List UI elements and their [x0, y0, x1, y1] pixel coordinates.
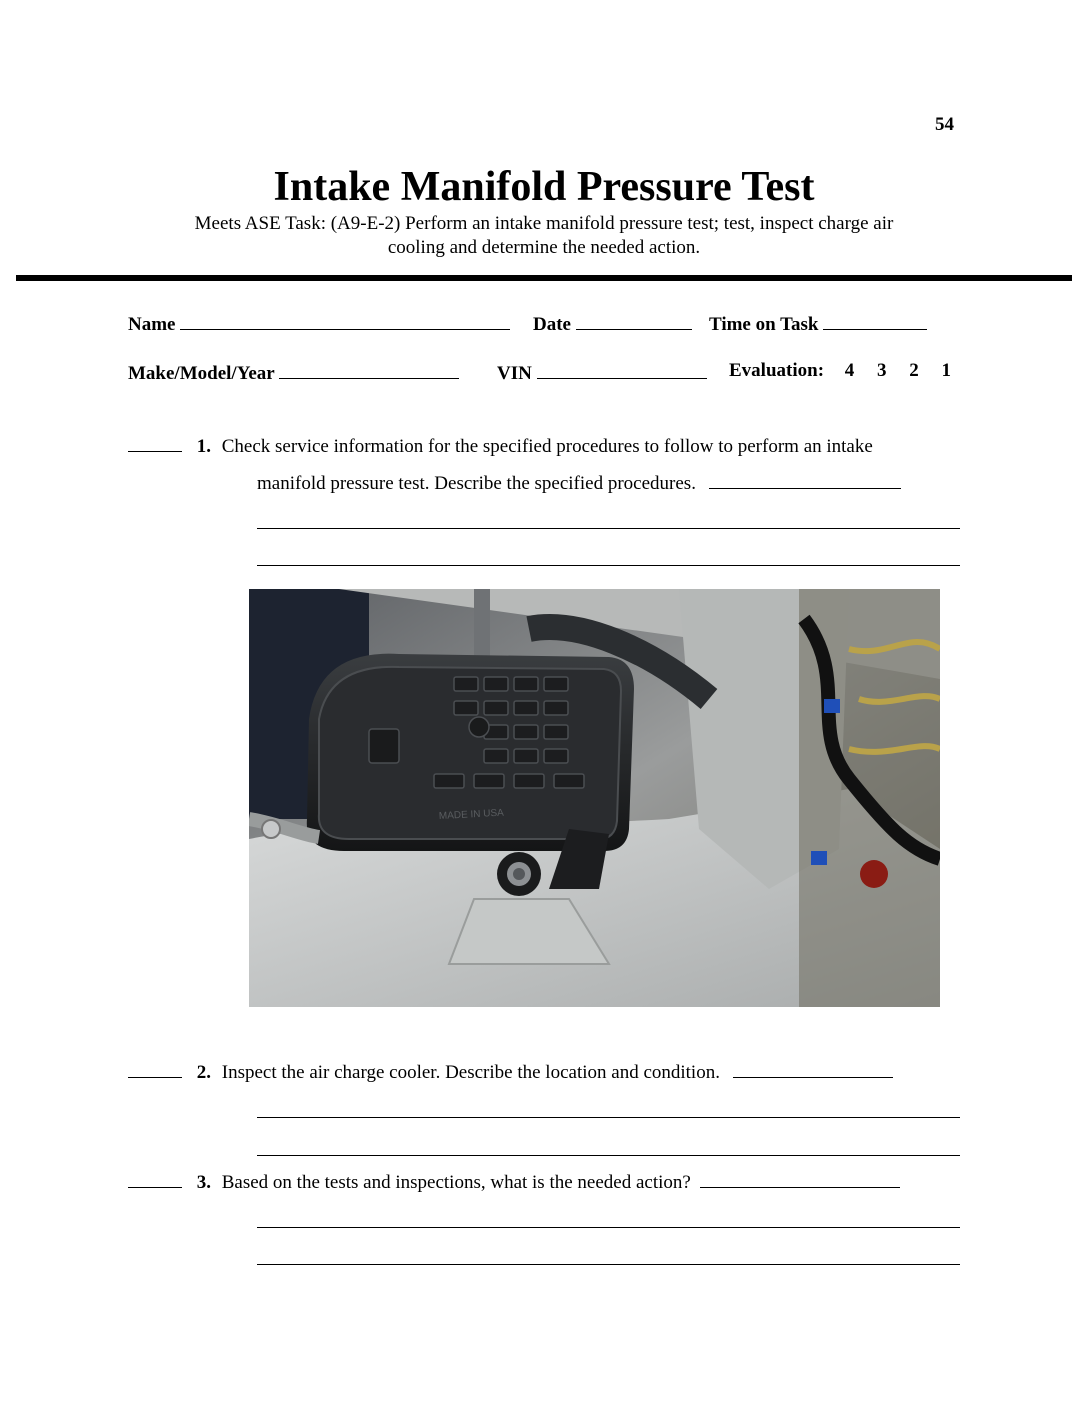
- task-2: [128, 1059, 893, 1084]
- task-3-answer-line[interactable]: [257, 1264, 960, 1265]
- subtitle-line-1: Meets ASE Task: (A9-E-2) Perform an intake manifold pressure test; test, inspect charge air: [194, 213, 894, 234]
- vin-blank[interactable]: [537, 360, 707, 379]
- task-1-answer-line[interactable]: [257, 565, 960, 566]
- evaluation-score-2[interactable]: 2: [909, 360, 919, 381]
- task-1-checkbox-blank[interactable]: [128, 433, 182, 452]
- plate-made-in-usa-text: MADE IN USA: [438, 807, 505, 822]
- task-3-answer-line[interactable]: [257, 1227, 960, 1228]
- evaluation-score-1[interactable]: 1: [941, 360, 952, 381]
- task-2-answer-line[interactable]: [257, 1117, 960, 1118]
- date-field: [533, 311, 692, 336]
- task-1-number: 1.: [196, 436, 211, 457]
- task-1-continued: [257, 470, 901, 495]
- make-model-year-label: Make/Model/Year: [128, 363, 275, 384]
- task-1: [128, 433, 873, 458]
- time-on-task-field: [709, 311, 927, 336]
- engine-cover-photo: [249, 589, 940, 1007]
- time-on-task-blank[interactable]: [823, 311, 927, 330]
- name-label: Name: [128, 314, 176, 335]
- task-3: [128, 1169, 900, 1194]
- task-3-text: Based on the tests and inspections, what is the needed action?: [221, 1172, 691, 1193]
- vin-label: VIN: [497, 363, 532, 384]
- page-number: 54: [935, 114, 954, 135]
- task-3-checkbox-blank[interactable]: [128, 1169, 182, 1188]
- make-model-year-field: [128, 360, 459, 385]
- date-blank[interactable]: [576, 311, 692, 330]
- task-2-text: Inspect the air charge cooler. Describe the location and condition.: [221, 1062, 720, 1083]
- evaluation-score-4[interactable]: 4: [844, 360, 855, 381]
- evaluation-field: [729, 360, 951, 382]
- task-2-checkbox-blank[interactable]: [128, 1059, 182, 1078]
- vin-field: [497, 360, 707, 385]
- task-1-text-line-2: manifold pressure test. Describe the specified procedures.: [257, 473, 696, 494]
- time-on-task-label: Time on Task: [709, 314, 819, 335]
- task-1-answer-blank[interactable]: [709, 470, 901, 489]
- date-label: Date: [533, 314, 571, 335]
- task-1-answer-line[interactable]: [257, 528, 960, 529]
- page-title: Intake Manifold Pressure Test: [273, 164, 815, 210]
- task-2-answer-line[interactable]: [257, 1155, 960, 1156]
- ase-task-description: [130, 212, 958, 260]
- evaluation-label: Evaluation:: [729, 360, 825, 381]
- make-model-year-blank[interactable]: [279, 360, 459, 379]
- task-2-number: 2.: [196, 1062, 211, 1083]
- name-field: [128, 311, 510, 336]
- task-2-answer-blank[interactable]: [733, 1059, 893, 1078]
- name-blank[interactable]: [180, 311, 510, 330]
- task-3-answer-blank[interactable]: [700, 1169, 900, 1188]
- task-3-number: 3.: [196, 1172, 211, 1193]
- engine-cover-photo-icon: [249, 589, 940, 1007]
- header-divider: [16, 275, 1072, 281]
- task-1-text: Check service information for the specified procedures to follow to perform an intake: [221, 436, 873, 457]
- evaluation-score-3[interactable]: 3: [877, 360, 887, 381]
- subtitle-line-2: cooling and determine the needed action.: [387, 237, 701, 258]
